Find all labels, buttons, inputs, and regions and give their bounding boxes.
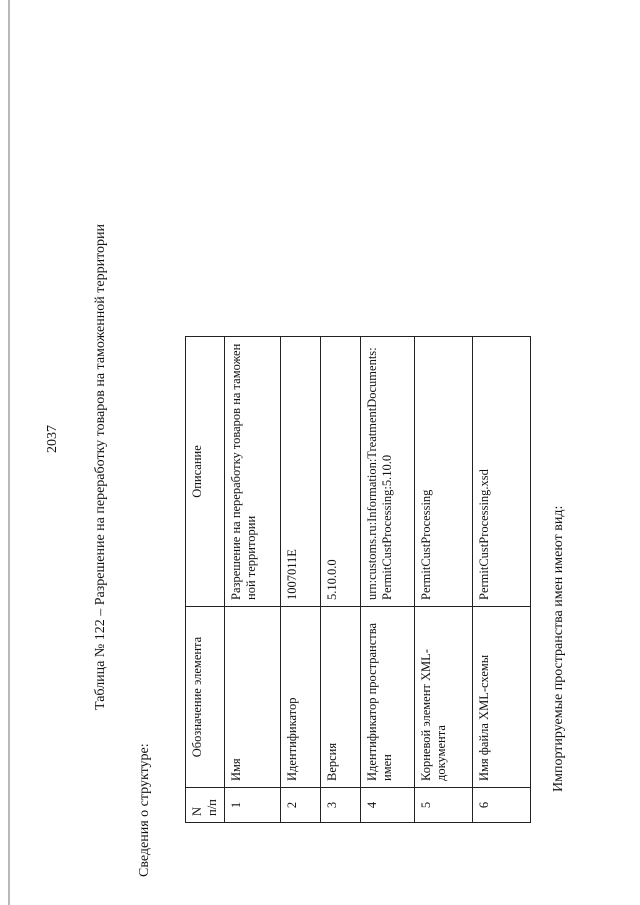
header-desc: Описание bbox=[186, 337, 225, 607]
table-title: Таблица № 122 – Разрешение на переработку товаров на таможенной территории bbox=[93, 224, 108, 710]
page-number: 2037 bbox=[45, 425, 60, 453]
table-row bbox=[361, 337, 415, 823]
row-name: Идентификатор bbox=[281, 607, 321, 788]
table-row bbox=[225, 337, 281, 823]
row-num: 4 bbox=[361, 788, 415, 823]
row-desc: 1007011E bbox=[281, 337, 321, 607]
imported-namespaces-text: Импортируемые пространства имен имеют вид: bbox=[551, 505, 566, 792]
row-num: 5 bbox=[415, 788, 473, 823]
row-name: Версия bbox=[321, 607, 361, 788]
row-name: Имя bbox=[225, 607, 281, 788]
header-name: Обозначение элемента bbox=[186, 607, 225, 788]
table-row bbox=[473, 337, 531, 823]
row-name: Корневой элемент XML-документа bbox=[415, 607, 473, 788]
table-row bbox=[321, 337, 361, 823]
row-desc: urn:customs.ru:Information:TreatmentDocuments:PermitCustProcessing:5.10.0 bbox=[361, 337, 415, 607]
row-num: 2 bbox=[281, 788, 321, 823]
row-desc: PermitCustProcessing bbox=[415, 337, 473, 607]
header-num: N п/п bbox=[186, 788, 225, 823]
structure-subtitle: Сведения о структуре: bbox=[137, 743, 152, 877]
table-row bbox=[415, 337, 473, 823]
structure-table bbox=[185, 336, 531, 823]
row-name: Имя файла XML-схемы bbox=[473, 607, 531, 788]
row-desc: 5.10.0.0 bbox=[321, 337, 361, 607]
table-header-row bbox=[186, 337, 225, 823]
row-num: 1 bbox=[225, 788, 281, 823]
table-row bbox=[281, 337, 321, 823]
row-name: Идентификатор пространства имен bbox=[361, 607, 415, 788]
row-num: 6 bbox=[473, 788, 531, 823]
row-num: 3 bbox=[321, 788, 361, 823]
row-desc: Разрешение на переработку товаров на таможенной территории bbox=[225, 337, 281, 607]
row-desc: PermitCustProcessing.xsd bbox=[473, 337, 531, 607]
